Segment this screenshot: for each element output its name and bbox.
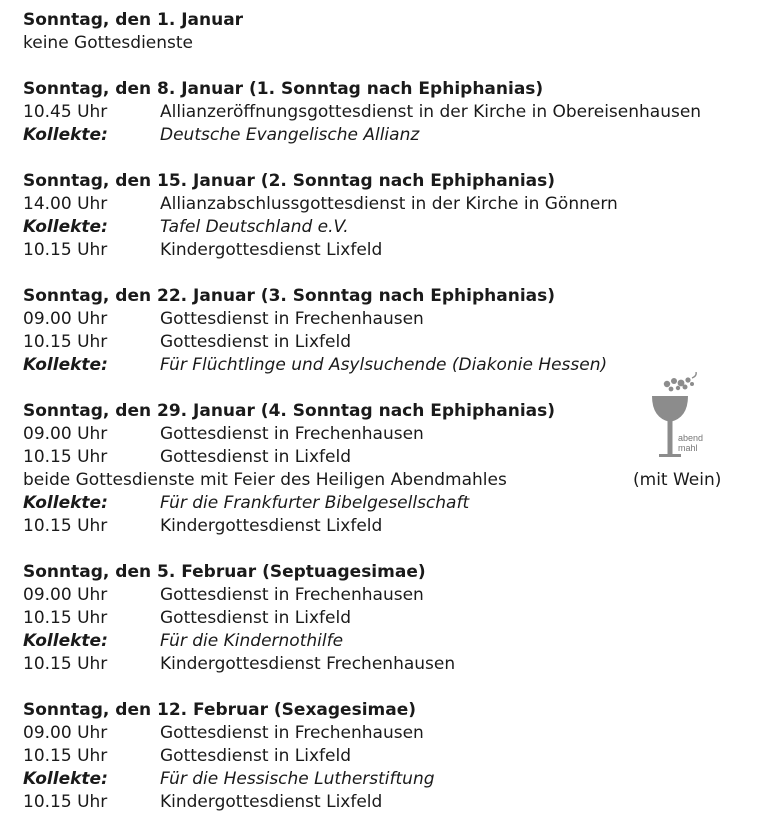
service-row — [23, 722, 763, 745]
service-description: Allianzabschlussgottesdienst in der Kirche in Gönnern — [160, 194, 618, 214]
section-heading: Sonntag, den 22. Januar (3. Sonntag nach Ephiphanias) — [23, 286, 556, 306]
schedule-section — [23, 699, 763, 814]
service-time: 09.00 Uhr — [23, 309, 108, 329]
service-row — [23, 101, 763, 124]
section-heading: Sonntag, den 15. Januar (2. Sonntag nach Ephiphanias) — [23, 171, 556, 191]
service-description: Gottesdienst in Lixfeld — [160, 332, 352, 352]
kollekte-label: Kollekte: — [23, 355, 108, 375]
service-description: Kindergottesdienst Lixfeld — [160, 516, 383, 536]
service-description: Gottesdienst in Lixfeld — [160, 447, 352, 467]
kollekte-row — [23, 124, 763, 147]
kollekte-row — [23, 768, 763, 791]
service-description: Kindergottesdienst Lixfeld — [160, 792, 383, 812]
service-row — [23, 193, 763, 216]
note-wine: (mit Wein) — [633, 470, 722, 490]
service-description: Gottesdienst in Frechenhausen — [160, 723, 424, 743]
section-heading: Sonntag, den 8. Januar (1. Sonntag nach Ephiphanias) — [23, 79, 544, 99]
kollekte-purpose: Für die Kindernothilfe — [160, 631, 344, 651]
logo-text-line2: mahl — [678, 443, 698, 453]
service-time: 09.00 Uhr — [23, 723, 108, 743]
kollekte-purpose: Für die Hessische Lutherstiftung — [160, 769, 435, 789]
service-description: Gottesdienst in Frechenhausen — [160, 585, 424, 605]
service-time: 10.45 Uhr — [23, 102, 108, 122]
schedule-section — [23, 78, 763, 147]
service-description: Kindergottesdienst Lixfeld — [160, 240, 383, 260]
kollekte-label: Kollekte: — [23, 493, 108, 513]
kollekte-row — [23, 216, 763, 239]
section-heading: Sonntag, den 29. Januar (4. Sonntag nach Ephiphanias) — [23, 401, 556, 421]
schedule-section — [23, 170, 763, 262]
service-time: 10.15 Uhr — [23, 516, 108, 536]
schedule-section — [23, 9, 763, 55]
section-heading: Sonntag, den 1. Januar — [23, 10, 244, 30]
section-heading: Sonntag, den 12. Februar (Sexagesimae) — [23, 700, 417, 720]
service-row — [23, 515, 763, 538]
kollekte-label: Kollekte: — [23, 125, 108, 145]
service-row — [23, 791, 763, 814]
service-time: 09.00 Uhr — [23, 424, 108, 444]
service-description: Gottesdienst in Lixfeld — [160, 746, 352, 766]
kollekte-purpose: Für Flüchtlinge und Asylsuchende (Diakonie Hessen) — [160, 355, 608, 375]
kollekte-row — [23, 492, 763, 515]
kollekte-label: Kollekte: — [23, 217, 108, 237]
service-time: 10.15 Uhr — [23, 608, 108, 628]
service-time: 10.15 Uhr — [23, 447, 108, 467]
kollekte-purpose: Für die Frankfurter Bibelgesellschaft — [160, 493, 470, 513]
service-row — [23, 308, 763, 331]
text-row: keine Gottesdienste — [23, 33, 194, 53]
service-time: 14.00 Uhr — [23, 194, 108, 214]
service-description: Gottesdienst in Frechenhausen — [160, 309, 424, 329]
section-heading: Sonntag, den 5. Februar (Septuagesimae) — [23, 562, 426, 582]
service-description: Allianzeröffnungsgottesdienst in der Kirche in Obereisenhausen — [160, 102, 702, 122]
note-text: beide Gottesdienste mit Feier des Heiligen Abendmahles — [23, 470, 507, 490]
service-time: 10.15 Uhr — [23, 240, 108, 260]
kollekte-row — [23, 630, 763, 653]
service-row — [23, 653, 763, 676]
service-description: Gottesdienst in Lixfeld — [160, 608, 352, 628]
kollekte-purpose: Tafel Deutschland e.V. — [160, 217, 349, 237]
service-time: 10.15 Uhr — [23, 746, 108, 766]
schedule-section — [23, 285, 763, 377]
logo-text-line1: abend — [678, 433, 704, 443]
service-row — [23, 239, 763, 262]
service-time: 10.15 Uhr — [23, 654, 108, 674]
abendmahl-logo — [645, 372, 715, 462]
service-time: 10.15 Uhr — [23, 332, 108, 352]
service-time: 10.15 Uhr — [23, 792, 108, 812]
service-description: Gottesdienst in Frechenhausen — [160, 424, 424, 444]
service-row — [23, 584, 763, 607]
service-row — [23, 745, 763, 768]
service-description: Kindergottesdienst Frechenhausen — [160, 654, 456, 674]
service-row — [23, 607, 763, 630]
kollekte-label: Kollekte: — [23, 631, 108, 651]
schedule-section — [23, 561, 763, 676]
service-row — [23, 331, 763, 354]
service-time: 09.00 Uhr — [23, 585, 108, 605]
kollekte-purpose: Deutsche Evangelische Allianz — [160, 125, 420, 145]
note-row — [23, 469, 763, 492]
kollekte-label: Kollekte: — [23, 769, 108, 789]
